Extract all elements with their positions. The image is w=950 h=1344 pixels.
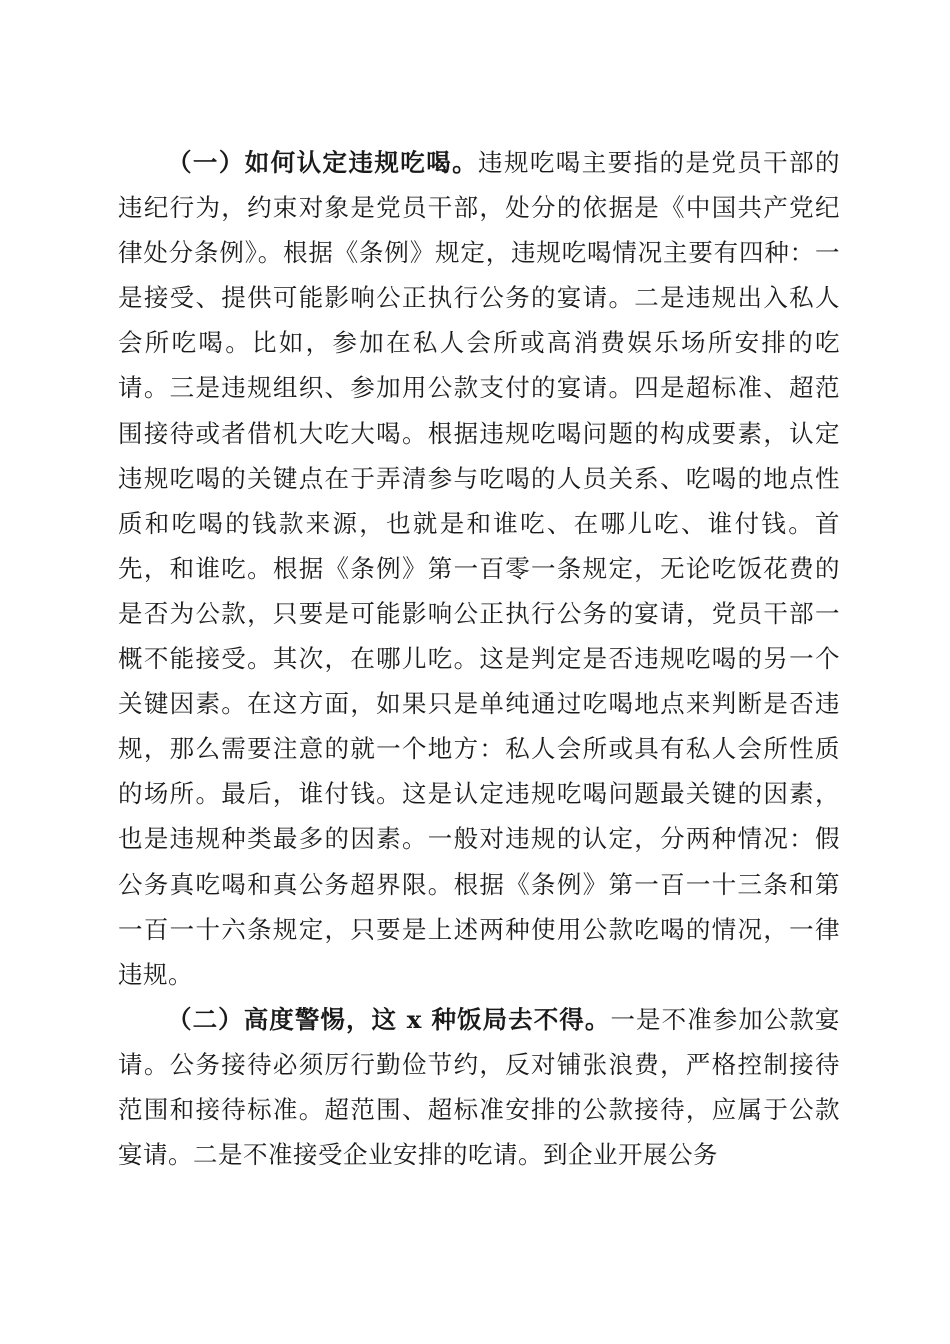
paragraph-2 [118, 997, 840, 1177]
paragraph-2-body: 一是不准参加公款宴请。公务接待必须厉行勤俭节约，反对铺张浪费，严格控制接待范围和接待标准。超范围、超标准安排的公款接待，应属于公款宴请。二是不准接受企业安排的吃请。到企业开展公务 [118, 1004, 840, 1170]
paragraph-1 [118, 140, 840, 997]
document-body [118, 140, 840, 1177]
paragraph-1-body: 违规吃喝主要指的是党员干部的违纪行为，约束对象是党员干部，处分的依据是《中国共产党纪律处分条例》。根据《条例》规定，违规吃喝情况主要有四种：一是接受、提供可能影响公正执行公务的宴请。二是违规出入私人会所吃喝。比如，参加在私人会所或高消费娱乐场所安排的吃请。三是违规组织、参加用公款支付的宴请。四是超标准、超范围接待或者借机大吃大喝。根据违规吃喝问题的构成要素，认定违规吃喝的关键点在于弄清参与吃喝的人员关系、吃喝的地点性质和吃喝的钱款来源，也就是和谁吃、在哪儿吃、谁付钱。首先，和谁吃。根据《条例》第一百零一条规定，无论吃饭花费的是否为公款，只要是可能影响公正执行公务的宴请，党员干部一概不能接受。其次，在哪儿吃。这是判定是否违规吃喝的另一个关键因素。在这方面，如果只是单纯通过吃喝地点来判断是否违规，那么需要注意的就一个地方：私人会所或具有私人会所性质的场所。最后，谁付钱。这是认定违规吃喝问题最关键的因素，也是违规种类最多的因素。一般对违规的认定，分两种情况：假公务真吃喝和真公务超界限。根据《条例》第一百一十三条和第一百一十六条规定，只要是上述两种使用公款吃喝的情况，一律违规。 [118, 148, 841, 989]
paragraph-2-heading: （二）高度警惕，这 x 种饭局去不得。 [167, 1004, 611, 1034]
paragraph-1-heading: （一）如何认定违规吃喝。 [167, 148, 479, 177]
